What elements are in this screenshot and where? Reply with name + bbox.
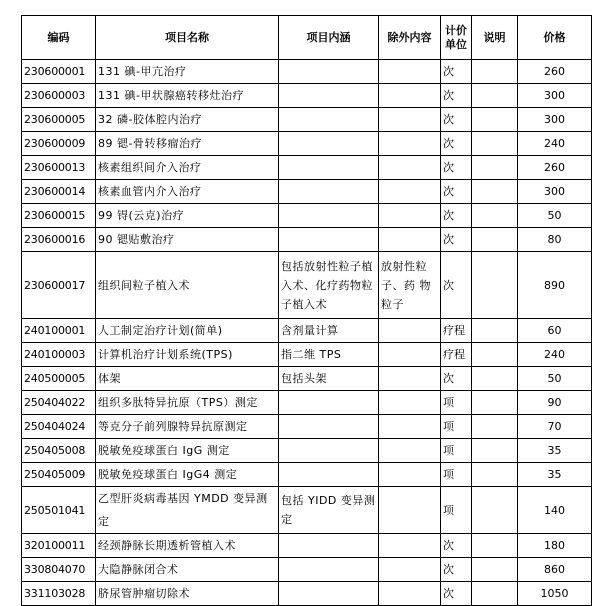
cell-note [472,415,518,439]
cell-note [472,558,518,582]
cell-name: 核素血管内介入治疗 [96,180,279,204]
cell-content [279,558,379,582]
cell-note [472,582,518,606]
cell-price: 70 [518,415,592,439]
cell-exclude [379,319,441,343]
cell-unit: 次 [441,558,472,582]
cell-code: 240500005 [22,367,96,391]
cell-name: 经颈静脉长期透析管植入术 [96,534,279,558]
cell-name: 人工制定治疗计划(简单) [96,319,279,343]
cell-exclude [379,534,441,558]
cell-code: 250405008 [22,439,96,463]
cell-unit: 次 [441,180,472,204]
table-row [22,156,592,180]
cell-unit: 次 [441,132,472,156]
cell-content [279,391,379,415]
cell-unit: 次 [441,156,472,180]
cell-unit: 项 [441,439,472,463]
cell-note [472,534,518,558]
cell-name: 核素组织间介入治疗 [96,156,279,180]
cell-exclude [379,343,441,367]
cell-code: 250501041 [22,487,96,534]
cell-code: 230600015 [22,204,96,228]
cell-code: 230600014 [22,180,96,204]
cell-exclude [379,204,441,228]
cell-code: 230600003 [22,84,96,108]
table-row [22,558,592,582]
cell-price: 260 [518,156,592,180]
cell-exclude [379,487,441,534]
header-name: 项目名称 [96,16,279,60]
cell-note [472,487,518,534]
cell-content [279,415,379,439]
cell-content [279,534,379,558]
cell-exclude [379,367,441,391]
cell-exclude [379,582,441,606]
cell-price: 300 [518,84,592,108]
cell-unit: 次 [441,252,472,319]
header-unit [441,16,472,60]
cell-content: 包括放射性粒子植入术、化疗药物粒子植入术 [279,252,379,319]
cell-unit: 疗程 [441,343,472,367]
cell-unit: 项 [441,487,472,534]
cell-unit: 项 [441,391,472,415]
header-row [22,16,592,60]
cell-note [472,60,518,84]
cell-exclude [379,132,441,156]
cell-unit: 次 [441,582,472,606]
cell-price: 140 [518,487,592,534]
cell-unit: 次 [441,60,472,84]
cell-note [472,391,518,415]
cell-content: 含剂量计算 [279,319,379,343]
cell-price: 180 [518,534,592,558]
cell-content [279,84,379,108]
cell-content [279,156,379,180]
cell-name: 89 锶-骨转移瘤治疗 [96,132,279,156]
cell-price: 90 [518,391,592,415]
cell-unit: 项 [441,463,472,487]
cell-name: 等克分子前列腺特异抗原测定 [96,415,279,439]
cell-content [279,582,379,606]
cell-price: 35 [518,463,592,487]
cell-content [279,180,379,204]
table-row [22,132,592,156]
cell-price: 35 [518,439,592,463]
cell-code: 230600009 [22,132,96,156]
cell-unit: 次 [441,367,472,391]
cell-code: 230600013 [22,156,96,180]
cell-price: 260 [518,60,592,84]
cell-price: 300 [518,108,592,132]
cell-unit: 次 [441,228,472,252]
table-row [22,60,592,84]
cell-name: 乙型肝炎病毒基因 YMDD 变异测定 [96,487,279,534]
cell-note [472,228,518,252]
cell-exclude [379,180,441,204]
cell-note [472,439,518,463]
cell-code: 230600016 [22,228,96,252]
header-exclude: 除外内容 [379,16,441,60]
cell-price: 240 [518,132,592,156]
cell-price: 50 [518,367,592,391]
table-row [22,228,592,252]
header-price: 价格 [518,16,592,60]
cell-note [472,252,518,319]
cell-price: 300 [518,180,592,204]
header-code: 编码 [22,16,96,60]
table-row [22,343,592,367]
table-row [22,391,592,415]
cell-code: 240100001 [22,319,96,343]
cell-exclude [379,391,441,415]
cell-note [472,463,518,487]
table-row [22,415,592,439]
table-row [22,534,592,558]
table-row [22,439,592,463]
cell-price: 1050 [518,582,592,606]
cell-note [472,367,518,391]
cell-name: 脱敏免疫球蛋白 IgG 测定 [96,439,279,463]
cell-content: 指二维 TPS [279,343,379,367]
table-row [22,180,592,204]
cell-content [279,108,379,132]
cell-code: 250404024 [22,415,96,439]
cell-note [472,132,518,156]
cell-unit: 次 [441,84,472,108]
cell-note [472,343,518,367]
cell-code: 320100011 [22,534,96,558]
cell-name: 脱敏免疫球蛋白 IgG4 测定 [96,463,279,487]
cell-code: 331103028 [22,582,96,606]
cell-unit: 项 [441,415,472,439]
cell-price: 890 [518,252,592,319]
cell-name: 脐尿管肿瘤切除术 [96,582,279,606]
cell-note [472,108,518,132]
cell-code: 250405009 [22,463,96,487]
header-content: 项目内涵 [279,16,379,60]
cell-price: 240 [518,343,592,367]
cell-note [472,84,518,108]
cell-content [279,204,379,228]
header-unit-line2: 单位 [445,37,467,51]
table-row [22,582,592,606]
table-row [22,487,592,534]
cell-code: 330804070 [22,558,96,582]
cell-name: 90 锶贴敷治疗 [96,228,279,252]
cell-unit: 次 [441,204,472,228]
cell-name: 体架 [96,367,279,391]
cell-exclude [379,463,441,487]
cell-note [472,204,518,228]
table-row [22,367,592,391]
cell-unit: 疗程 [441,319,472,343]
cell-price: 50 [518,204,592,228]
cell-name: 99 锝(云克)治疗 [96,204,279,228]
cell-unit: 次 [441,534,472,558]
cell-name: 大隐静脉闭合术 [96,558,279,582]
cell-note [472,180,518,204]
cell-price: 60 [518,319,592,343]
cell-exclude [379,156,441,180]
header-unit-line1: 计价 [445,23,467,37]
cell-exclude [379,439,441,463]
cell-name: 计算机治疗计划系统(TPS) [96,343,279,367]
cell-price: 80 [518,228,592,252]
cell-name: 组织间粒子植入术 [96,252,279,319]
cell-name: 组织多肽特异抗原（TPS）测定 [96,391,279,415]
cell-price: 860 [518,558,592,582]
cell-code: 230600017 [22,252,96,319]
cell-exclude [379,84,441,108]
header-note: 说明 [472,16,518,60]
cell-exclude [379,415,441,439]
cell-exclude [379,108,441,132]
cell-unit: 次 [441,108,472,132]
cell-content: 包括头架 [279,367,379,391]
cell-code: 240100003 [22,343,96,367]
cell-note [472,319,518,343]
cell-content [279,463,379,487]
table-row [22,319,592,343]
table-row [22,108,592,132]
cell-exclude: 放射性粒子、药 物粒子 [379,252,441,319]
cell-content [279,132,379,156]
price-table [21,15,592,606]
cell-content [279,439,379,463]
cell-name: 131 碘-甲状腺癌转移灶治疗 [96,84,279,108]
table-row [22,463,592,487]
cell-content [279,228,379,252]
table-row [22,204,592,228]
cell-content [279,60,379,84]
cell-content: 包括 YIDD 变异测定 [279,487,379,534]
table-row [22,252,592,319]
cell-code: 230600005 [22,108,96,132]
cell-exclude [379,228,441,252]
cell-code: 250404022 [22,391,96,415]
table-row [22,84,592,108]
cell-name: 32 磷-胶体腔内治疗 [96,108,279,132]
cell-exclude [379,60,441,84]
cell-name: 131 碘-甲亢治疗 [96,60,279,84]
cell-note [472,156,518,180]
cell-code: 230600001 [22,60,96,84]
cell-exclude [379,558,441,582]
